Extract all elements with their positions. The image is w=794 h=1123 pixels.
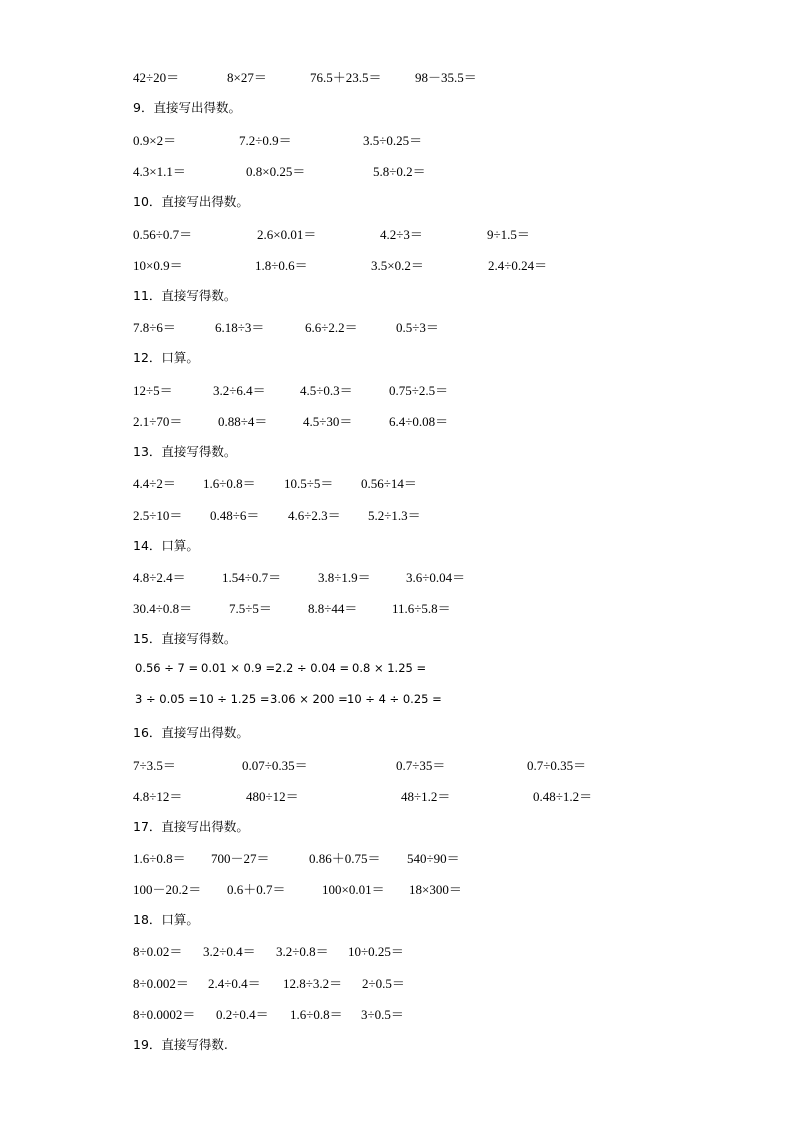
expression: 7÷3.5＝ xyxy=(133,758,176,773)
expression: 1.54÷0.7＝ xyxy=(222,570,282,585)
expression: 0.88÷4＝ xyxy=(218,414,268,429)
expression: 8÷0.002＝ xyxy=(133,976,189,991)
expression-row xyxy=(133,786,593,804)
expression: 0.6＋0.7＝ xyxy=(227,882,286,897)
question-heading: 9．直接写出得数。 xyxy=(133,100,241,115)
expression: 3 ÷ 0.05 = xyxy=(135,692,199,706)
expression: 8÷0.02＝ xyxy=(133,944,183,959)
expression: 1.6÷0.8＝ xyxy=(203,476,256,491)
expression-row xyxy=(133,411,449,429)
expression: 0.86＋0.75＝ xyxy=(309,851,381,866)
expression: 100－20.2＝ xyxy=(133,882,202,897)
expression: 540÷90＝ xyxy=(407,851,460,866)
expression: 1.6÷0.8＝ xyxy=(133,851,186,866)
expression: 1.8÷0.6＝ xyxy=(255,258,308,273)
expression: 3.2÷0.4＝ xyxy=(203,944,256,959)
expression: 3.06 × 200 = xyxy=(270,692,348,706)
expression: 0.9×2＝ xyxy=(133,133,177,148)
expression: 8.8÷44＝ xyxy=(308,601,358,616)
expression-row xyxy=(133,161,426,179)
expression-row xyxy=(133,879,462,897)
expression: 3.8÷1.9＝ xyxy=(318,570,371,585)
expression: 0.56÷0.7＝ xyxy=(133,227,193,242)
expression: 480÷12＝ xyxy=(246,789,299,804)
expression: 4.5÷30＝ xyxy=(303,414,353,429)
question-heading: 18．口算。 xyxy=(133,912,199,927)
expression: 4.5÷0.3＝ xyxy=(300,383,353,398)
expression: 3÷0.5＝ xyxy=(361,1007,404,1022)
expression: 10 ÷ 4 ÷ 0.25 = xyxy=(347,692,442,706)
expression-row xyxy=(133,692,442,708)
expression: 5.8÷0.2＝ xyxy=(373,164,426,179)
expression: 0.48÷6＝ xyxy=(210,508,260,523)
expression: 10 ÷ 1.25 = xyxy=(199,692,270,706)
expression: 98－35.5＝ xyxy=(415,70,477,85)
expression-row xyxy=(133,255,548,273)
expression: 5.2÷1.3＝ xyxy=(368,508,421,523)
expression: 8÷0.0002＝ xyxy=(133,1007,196,1022)
expression: 0.01 × 0.9 = xyxy=(201,661,276,675)
expression: 4.3×1.1＝ xyxy=(133,164,186,179)
expression: 10×0.9＝ xyxy=(133,258,183,273)
expression: 2.1÷70＝ xyxy=(133,414,183,429)
question-heading: 19．直接写得数. xyxy=(133,1037,228,1052)
expression: 100×0.01＝ xyxy=(322,882,385,897)
expression: 4.8÷2.4＝ xyxy=(133,570,186,585)
expression: 6.4÷0.08＝ xyxy=(389,414,449,429)
expression: 2÷0.5＝ xyxy=(362,976,405,991)
expression: 7.2÷0.9＝ xyxy=(239,133,292,148)
expression: 3.2÷0.8＝ xyxy=(276,944,329,959)
expression: 0.7÷35＝ xyxy=(396,758,446,773)
expression: 1.6÷0.8＝ xyxy=(290,1007,343,1022)
expression-row xyxy=(133,67,477,85)
question-heading: 11．直接写得数。 xyxy=(133,288,237,303)
expression-row xyxy=(133,755,587,773)
expression: 2.2 ÷ 0.04 = xyxy=(275,661,350,675)
expression: 4.4÷2＝ xyxy=(133,476,176,491)
expression: 4.8÷12＝ xyxy=(133,789,183,804)
expression: 0.7÷0.35＝ xyxy=(527,758,587,773)
expression: 8×27＝ xyxy=(227,70,267,85)
expression: 6.6÷2.2＝ xyxy=(305,320,358,335)
expression-row xyxy=(133,973,405,991)
expression: 0.8 × 1.25 = xyxy=(352,661,427,675)
expression: 76.5＋23.5＝ xyxy=(310,70,382,85)
question-heading: 15．直接写得数。 xyxy=(133,631,237,646)
expression: 10÷0.25＝ xyxy=(348,944,404,959)
expression: 9÷1.5＝ xyxy=(487,227,530,242)
expression: 0.07÷0.35＝ xyxy=(242,758,308,773)
expression: 4.2÷3＝ xyxy=(380,227,423,242)
question-heading: 17．直接写出得数。 xyxy=(133,819,249,834)
expression-row xyxy=(133,1004,404,1022)
expression: 2.6×0.01＝ xyxy=(257,227,317,242)
expression: 7.5÷5＝ xyxy=(229,601,272,616)
expression: 0.56÷14＝ xyxy=(361,476,417,491)
expression: 30.4÷0.8＝ xyxy=(133,601,193,616)
expression: 4.6÷2.3＝ xyxy=(288,508,341,523)
expression: 7.8÷6＝ xyxy=(133,320,176,335)
expression-row xyxy=(133,317,439,335)
expression: 18×300＝ xyxy=(409,882,462,897)
question-heading: 10．直接写出得数。 xyxy=(133,194,249,209)
expression: 2.5÷10＝ xyxy=(133,508,183,523)
expression: 0.48÷1.2＝ xyxy=(533,789,593,804)
expression-row xyxy=(133,224,530,242)
expression: 3.6÷0.04＝ xyxy=(406,570,466,585)
expression: 0.5÷3＝ xyxy=(396,320,439,335)
question-heading: 13．直接写得数。 xyxy=(133,444,237,459)
expression: 3.5×0.2＝ xyxy=(371,258,424,273)
expression: 6.18÷3＝ xyxy=(215,320,265,335)
expression: 3.5÷0.25＝ xyxy=(363,133,423,148)
expression: 0.8×0.25＝ xyxy=(246,164,306,179)
expression-row xyxy=(133,380,449,398)
expression: 2.4÷0.24＝ xyxy=(488,258,548,273)
expression: 0.56 ÷ 7 = xyxy=(135,661,199,675)
expression: 2.4÷0.4＝ xyxy=(208,976,261,991)
expression-row xyxy=(133,473,417,491)
question-heading: 16．直接写出得数。 xyxy=(133,725,249,740)
expression: 10.5÷5＝ xyxy=(284,476,334,491)
expression: 0.75÷2.5＝ xyxy=(389,383,449,398)
expression: 12÷5＝ xyxy=(133,383,173,398)
expression-row xyxy=(133,598,451,616)
expression-row xyxy=(133,567,466,585)
expression: 48÷1.2＝ xyxy=(401,789,451,804)
expression-row xyxy=(133,130,423,148)
question-heading: 14．口算。 xyxy=(133,538,199,553)
expression-row xyxy=(133,505,421,523)
expression-row xyxy=(133,941,404,959)
expression: 700－27＝ xyxy=(211,851,270,866)
expression-row xyxy=(133,848,460,866)
question-heading: 12．口算。 xyxy=(133,350,199,365)
expression: 12.8÷3.2＝ xyxy=(283,976,343,991)
expression: 42÷20＝ xyxy=(133,70,180,85)
expression: 0.2÷0.4＝ xyxy=(216,1007,269,1022)
expression: 3.2÷6.4＝ xyxy=(213,383,266,398)
expression-row xyxy=(133,661,427,677)
expression: 11.6÷5.8＝ xyxy=(392,601,451,616)
